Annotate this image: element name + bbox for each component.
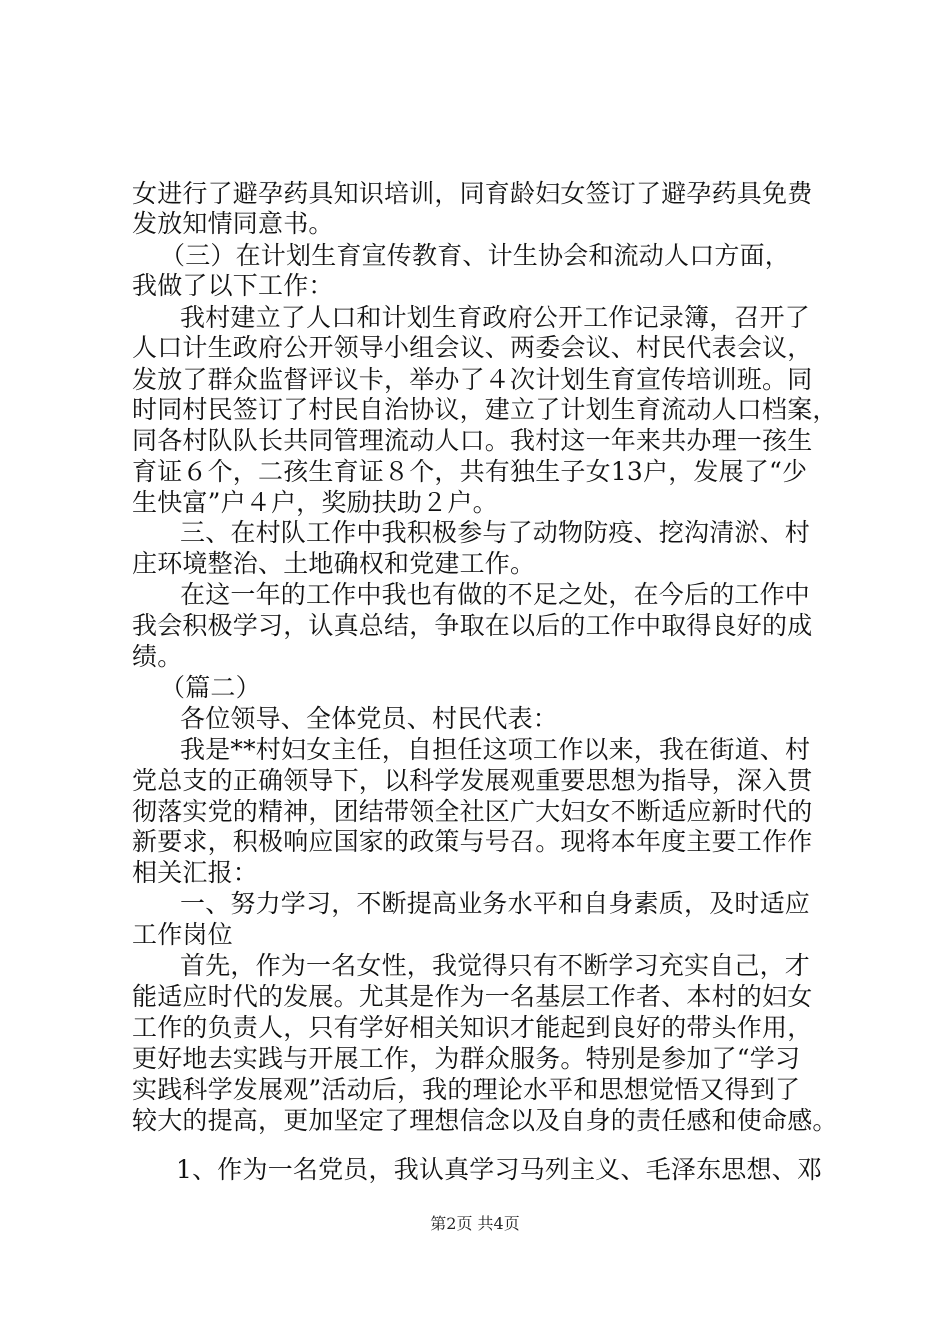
section-heading-line: 工作岗位 xyxy=(132,920,233,949)
paragraph-line: 我是**村妇女主任，自担任这项工作以来，我在街道、村 xyxy=(180,735,811,764)
paragraph-line: 人口计生政府公开领导小组会议、两委会议、村民代表会议， xyxy=(132,333,813,362)
paragraph-line: 绩。 xyxy=(132,642,183,671)
paragraph-line: 在这一年的工作中我也有做的不足之处，在今后的工作中 xyxy=(180,580,811,609)
paragraph-line: 我村建立了人口和计划生育政府公开工作记录簿，召开了 xyxy=(180,303,811,332)
paragraph-line: 发放知情同意书。 xyxy=(132,209,334,238)
salutation-line: 各位领导、全体党员、村民代表： xyxy=(180,704,559,733)
paragraph-line: 工作的负责人，只有学好相关知识才能起到良好的带头作用， xyxy=(132,1013,813,1042)
paragraph-line: 1、作为一名党员，我认真学习马列主义、毛泽东思想、邓 xyxy=(176,1155,823,1184)
paragraph-line: 实践科学发展观”活动后，我的理论水平和思想觉悟又得到了 xyxy=(132,1075,801,1104)
paragraph-line: 我会积极学习，认真总结，争取在以后的工作中取得良好的成 xyxy=(132,611,813,640)
paragraph-line: 更好地去实践与开展工作，为群众服务。特别是参加了“学习 xyxy=(132,1044,801,1073)
paragraph-line: 女进行了避孕药具知识培训，同育龄妇女签订了避孕药具免费 xyxy=(132,179,813,208)
paragraph-line: 党总支的正确领导下，以科学发展观重要思想为指导，深入贯 xyxy=(132,766,813,795)
paragraph-line: 彻落实党的精神，团结带领全社区广大妇女不断适应新时代的 xyxy=(132,797,813,826)
paragraph-line: 时同村民签订了村民自治协议，建立了计划生育流动人口档案， xyxy=(132,395,838,424)
paragraph-line: 庄环境整治、土地确权和党建工作。 xyxy=(132,549,536,578)
paragraph-line: 生快富”户４户，奖励扶助２户。 xyxy=(132,488,498,517)
paragraph-line: 三、在村队工作中我积极参与了动物防疫、挖沟清淤、村 xyxy=(180,518,811,547)
section-heading-line: 一、努力学习，不断提高业务水平和自身素质，及时适应 xyxy=(180,889,811,918)
paragraph-line: 育证６个，二孩生育证８个，共有独生子女13户，发展了“少 xyxy=(132,457,808,486)
paragraph-line: 较大的提高，更加坚定了理想信念以及自身的责任感和使命感。 xyxy=(132,1106,838,1135)
section-heading-line: （三）在计划生育宣传教育、计生协会和流动人口方面， xyxy=(160,241,791,270)
paragraph-line: 首先，作为一名女性，我觉得只有不断学习充实自己，才 xyxy=(180,951,811,980)
section-heading-line: 我做了以下工作： xyxy=(132,271,334,300)
paragraph-line: 同各村队队长共同管理流动人口。我村这一年来共办理一孩生 xyxy=(132,426,813,455)
paragraph-line: 新要求，积极响应国家的政策与号召。现将本年度主要工作作 xyxy=(132,827,813,856)
paragraph-line: 相关汇报： xyxy=(132,858,259,887)
section-title: （篇二） xyxy=(160,673,261,702)
paragraph-line: 发放了群众监督评议卡，举办了４次计划生育宣传培训班。同 xyxy=(132,365,813,394)
paragraph-line: 能适应时代的发展。尤其是作为一名基层工作者、本村的妇女 xyxy=(132,982,813,1011)
page-footer: 第2页 共4页 xyxy=(430,1214,520,1233)
